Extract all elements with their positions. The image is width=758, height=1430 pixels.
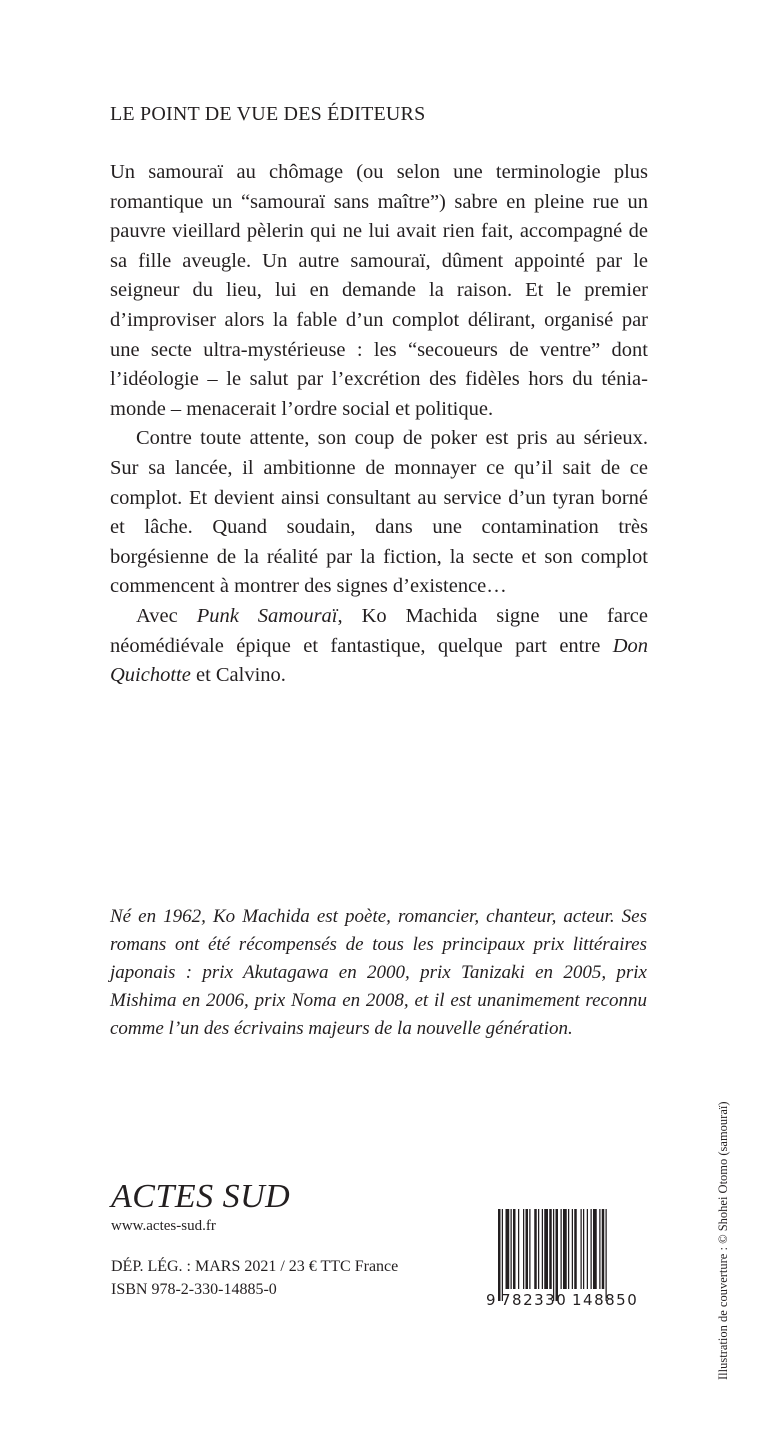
- author-bio: Né en 1962, Ko Machida est poète, romancier, chanteur, acteur. Ses romans ont été récompensés de tous les principaux prix littéraires japonais : prix Akutagawa en 2000, prix Tanizaki en 2005, prix Mishima en 2006, prix Noma en 2008, et il est unanimement reconnu comme l’un des écrivains majeurs de la nouvelle génération.: [110, 906, 647, 1039]
- barcode-bar: [587, 1209, 588, 1289]
- barcode-bar: [534, 1209, 537, 1289]
- blurb-paragraph-1: Un samouraï au chômage (ou selon une terminologie plus romantique un “samouraï sans maître”) sabre en pleine rue un pauvre vieillard pèlerin qui ne lui avait rien fait, accompagné de sa fille aveugle. Un autre samouraï, dûment appointé par le seigneur du lieu, lui en demande la raison. Et le premier d’improviser alors la fable d’un complot délirant, organisé par une secte ultra-mystérieuse : les “secoueurs de ventre” dont l’idéologie – le salut par l’excrétion des fidèles hors du ténia-monde – menacerait l’ordre social et politique.: [110, 161, 648, 420]
- cover-credit: Illustration de couverture : © Shohei Otomo (samouraï): [716, 1101, 730, 1380]
- legal-info: [111, 1255, 398, 1301]
- publisher-website: www.actes-sud.fr: [111, 1218, 216, 1234]
- barcode-bar: [526, 1209, 529, 1289]
- isbn-barcode: [486, 1209, 646, 1313]
- barcode-bar: [502, 1209, 503, 1301]
- barcode-digits-left: 782330: [501, 1291, 568, 1309]
- barcode-bar: [549, 1209, 552, 1289]
- barcode-bar: [606, 1209, 607, 1301]
- publisher-logo: ACTES SUD: [111, 1178, 291, 1215]
- barcode-bar: [572, 1209, 573, 1289]
- barcode-bar: [544, 1209, 548, 1289]
- blurb-paragraph-2: Contre toute attente, son coup de poker est pris au sérieux. Sur sa lancée, il ambitionne de monnayer ce qu’il sait de ce complot. Et devient ainsi consultant au service d’un tyran borné et lâche. Quand soudain, dans une contamination très borgésienne de la réalité par la fiction, la secte et son complot commencent à montrer des signes d’existence…: [110, 427, 648, 598]
- barcode-bar: [591, 1209, 592, 1289]
- barcode-bar: [599, 1209, 600, 1289]
- barcode-bar: [538, 1209, 539, 1289]
- legal-deposit: DÉP. LÉG. : MARS 2021 / 23 € TTC France: [111, 1258, 399, 1275]
- barcode-bar: [593, 1209, 597, 1289]
- barcode-bar: [568, 1209, 569, 1289]
- section-heading: LE POINT DE VUE DES ÉDITEURS: [110, 103, 426, 125]
- blurb-text: et Calvino.: [190, 664, 286, 687]
- book-title: Punk Samouraï: [196, 604, 338, 627]
- barcode-bar: [563, 1209, 567, 1289]
- barcode-digits: [486, 1289, 646, 1313]
- barcode-bar: [581, 1209, 582, 1289]
- publisher-blurb: [110, 158, 648, 691]
- barcode-digit-first: 9: [486, 1291, 498, 1309]
- barcode-bar: [583, 1209, 584, 1289]
- barcode-bar: [556, 1209, 559, 1301]
- referenced-title: Don Quichotte: [110, 634, 648, 687]
- barcode-bar: [498, 1209, 501, 1301]
- barcode-bar: [561, 1209, 562, 1289]
- barcode-bar: [542, 1209, 543, 1289]
- blurb-text: Avec: [136, 604, 197, 627]
- barcode-bar: [553, 1209, 554, 1301]
- blurb-text: , Ko Machida signe une farce néomédiévale épique et fantastique, quelque part entre: [110, 604, 648, 657]
- blurb-paragraph-3: [110, 602, 648, 691]
- isbn: ISBN 978-2-330-14885-0: [111, 1281, 277, 1298]
- barcode-digits-right: 148850: [572, 1291, 639, 1309]
- barcode-bar: [574, 1209, 577, 1289]
- barcode-bar: [523, 1209, 524, 1289]
- barcode-bar: [529, 1209, 530, 1289]
- barcode-bar: [518, 1209, 519, 1289]
- barcode-bar: [602, 1209, 605, 1289]
- barcode-bar: [513, 1209, 516, 1289]
- barcode-bar: [511, 1209, 512, 1289]
- barcode-bar: [506, 1209, 510, 1289]
